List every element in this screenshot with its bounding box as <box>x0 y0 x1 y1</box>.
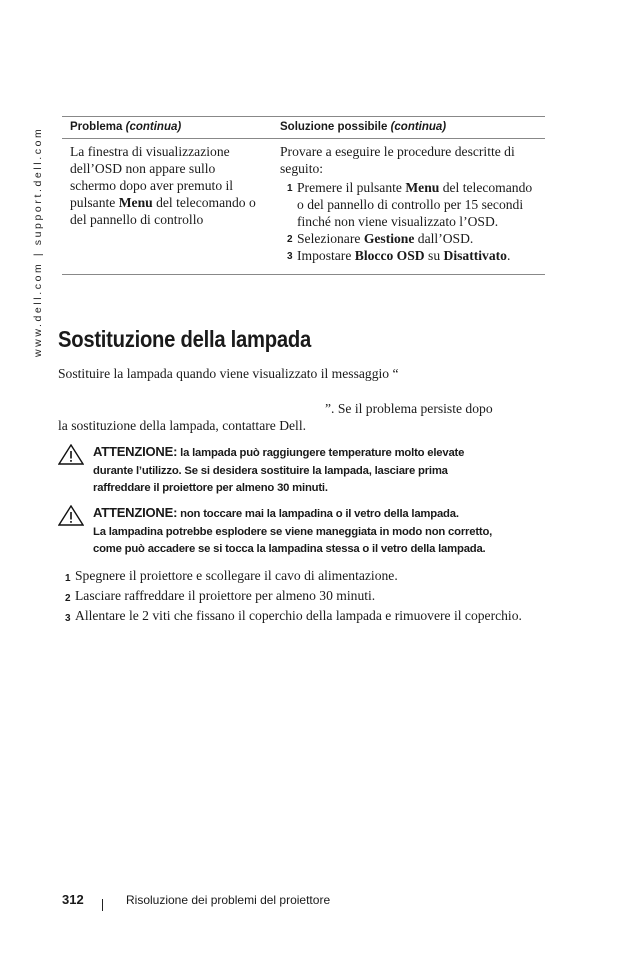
caution-note-heat: ATTENZIONE: la lampada può raggiungere temperature molto elevate durante l’utilizzo. Se si desidera sostituire la lampada, lasciare prima raffreddare il proiettore per almeno 30 minuti. <box>58 443 548 498</box>
header-problem: Problema (continua) <box>62 117 272 139</box>
chapter-title: Risoluzione dei problemi del proiettore <box>126 893 331 907</box>
sidebar-url <box>22 112 42 357</box>
list-item: 1 Premere il pulsante Menu del telecomando o del pannello di controllo per 15 secondi finché non viene visualizzato l’OSD. <box>287 180 533 229</box>
lamp-replacement-steps <box>58 566 558 626</box>
page-number: 312 <box>62 892 84 907</box>
sidebar-url-text: www.dell.com | support.dell.com <box>32 126 44 357</box>
warning-triangle-icon <box>58 505 84 526</box>
section-paragraph-line1: Sostituire la lampada quando viene visualizzato il messaggio “ <box>58 366 399 381</box>
list-item: 1 Spegnere il proiettore e scollegare il cavo di alimentazione. <box>65 568 398 584</box>
warning-triangle-icon <box>58 444 84 465</box>
table-header-row <box>62 117 545 139</box>
caution-label: ATTENZIONE: <box>93 505 178 520</box>
section-title: Sostituzione della lampada <box>58 326 311 352</box>
list-item: 3 Allentare le 2 viti che fissano il coperchio della lampada e rimuovere il coperchio. <box>65 608 522 624</box>
list-item: 3 Impostare Blocco OSD su Disattivato. <box>287 248 511 263</box>
caution-label: ATTENZIONE: <box>93 444 178 459</box>
solution-intro: Provare a eseguire le procedure descritte di seguito: <box>280 144 515 176</box>
table-row <box>62 139 545 275</box>
list-item: 2 Selezionare Gestione dall’OSD. <box>287 231 474 246</box>
list-item: 2 Lasciare raffreddare il proiettore per almeno 30 minuti. <box>65 588 376 604</box>
section-paragraph-line3: la sostituzione della lampada, contattare Dell. <box>58 418 306 433</box>
caution-note-glass: ATTENZIONE: non toccare mai la lampadina o il vetro della lampada. La lampadina potrebbe esplodere se viene maneggiata in modo non corretto, come può accadere se si tocca la lampadina stessa o il vetro della lampada. <box>58 504 548 559</box>
troubleshooting-table <box>62 116 545 275</box>
section-paragraph-line2: ”. Se il problema persiste dopo <box>325 401 493 416</box>
problem-cell: La finestra di visualizzazione dell’OSD non appare sullo schermo dopo aver premuto il pulsante Menu del telecomando o del pannello di controllo <box>62 139 272 275</box>
footer-divider <box>102 899 103 911</box>
solution-cell <box>272 139 545 275</box>
header-solution: Soluzione possibile (continua) <box>272 117 545 139</box>
solution-steps <box>280 179 537 264</box>
